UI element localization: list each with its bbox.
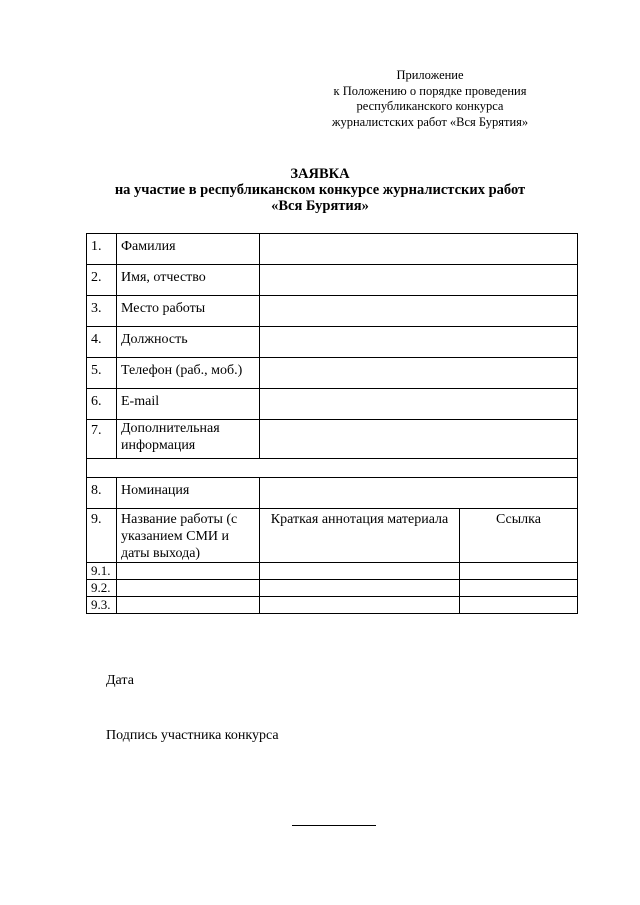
- appendix-line-2: к Положению о порядке проведения: [333, 83, 527, 98]
- work-title-field[interactable]: [117, 597, 260, 614]
- signature-label: Подпись участника конкурса: [106, 728, 279, 743]
- row-number: 1.: [87, 234, 117, 265]
- appendix-line-3: республиканского конкурса: [356, 99, 504, 113]
- row-number: 5.: [87, 358, 117, 389]
- row-workplace: [87, 296, 578, 327]
- appendix-line-1: Приложение: [396, 68, 464, 82]
- footer-divider-line: [292, 825, 376, 826]
- row-position: [87, 327, 578, 358]
- row-works-header: [87, 509, 578, 563]
- form-title: [0, 166, 640, 214]
- row-number: 4.: [87, 327, 117, 358]
- work-number: 9.3.: [87, 597, 117, 614]
- name-field[interactable]: [260, 265, 578, 296]
- work-row: [87, 597, 578, 614]
- row-label: Место работы: [117, 296, 260, 327]
- row-label: Имя, отчество: [117, 265, 260, 296]
- work-annotation-field[interactable]: [260, 580, 460, 597]
- application-form-table: [86, 233, 578, 614]
- row-label: Фамилия: [117, 234, 260, 265]
- row-label: E-mail: [117, 389, 260, 420]
- work-link-field[interactable]: [460, 563, 578, 580]
- work-link-field[interactable]: [460, 597, 578, 614]
- title-line-1: ЗАЯВКА: [290, 166, 350, 182]
- row-surname: [87, 234, 578, 265]
- row-label: Должность: [117, 327, 260, 358]
- column-work-title: Название работы (с указанием СМИ и даты выхода): [117, 509, 260, 563]
- row-number: 3.: [87, 296, 117, 327]
- row-nomination: [87, 478, 578, 509]
- row-number: 9.: [87, 509, 117, 563]
- row-label: Телефон (раб., моб.): [117, 358, 260, 389]
- work-annotation-field[interactable]: [260, 563, 460, 580]
- separator-row: [87, 459, 578, 478]
- row-number: 2.: [87, 265, 117, 296]
- row-name: [87, 265, 578, 296]
- row-number: 7.: [87, 420, 117, 459]
- work-row: [87, 563, 578, 580]
- additional-info-field[interactable]: [260, 420, 578, 459]
- phone-field[interactable]: [260, 358, 578, 389]
- row-label: Дополнительная информация: [117, 420, 260, 459]
- row-phone: [87, 358, 578, 389]
- email-field[interactable]: [260, 389, 578, 420]
- work-row: [87, 580, 578, 597]
- workplace-field[interactable]: [260, 296, 578, 327]
- work-annotation-field[interactable]: [260, 597, 460, 614]
- work-title-field[interactable]: [117, 580, 260, 597]
- row-additional-info: [87, 420, 578, 459]
- column-annotation: Краткая аннотация материала: [260, 509, 460, 563]
- row-number: 6.: [87, 389, 117, 420]
- work-title-field[interactable]: [117, 563, 260, 580]
- column-link: Ссылка: [460, 509, 578, 563]
- work-number: 9.1.: [87, 563, 117, 580]
- title-line-3: «Вся Бурятия»: [271, 198, 369, 214]
- position-field[interactable]: [260, 327, 578, 358]
- nomination-field[interactable]: [260, 478, 578, 509]
- appendix-line-4: журналистских работ «Вся Бурятия»: [331, 114, 529, 129]
- appendix-note: [300, 68, 560, 130]
- row-label: Номинация: [117, 478, 260, 509]
- date-label: Дата: [106, 673, 134, 688]
- row-email: [87, 389, 578, 420]
- surname-field[interactable]: [260, 234, 578, 265]
- title-line-2: на участие в республиканском конкурсе журналистских работ: [114, 182, 526, 198]
- row-number: 8.: [87, 478, 117, 509]
- work-number: 9.2.: [87, 580, 117, 597]
- work-link-field[interactable]: [460, 580, 578, 597]
